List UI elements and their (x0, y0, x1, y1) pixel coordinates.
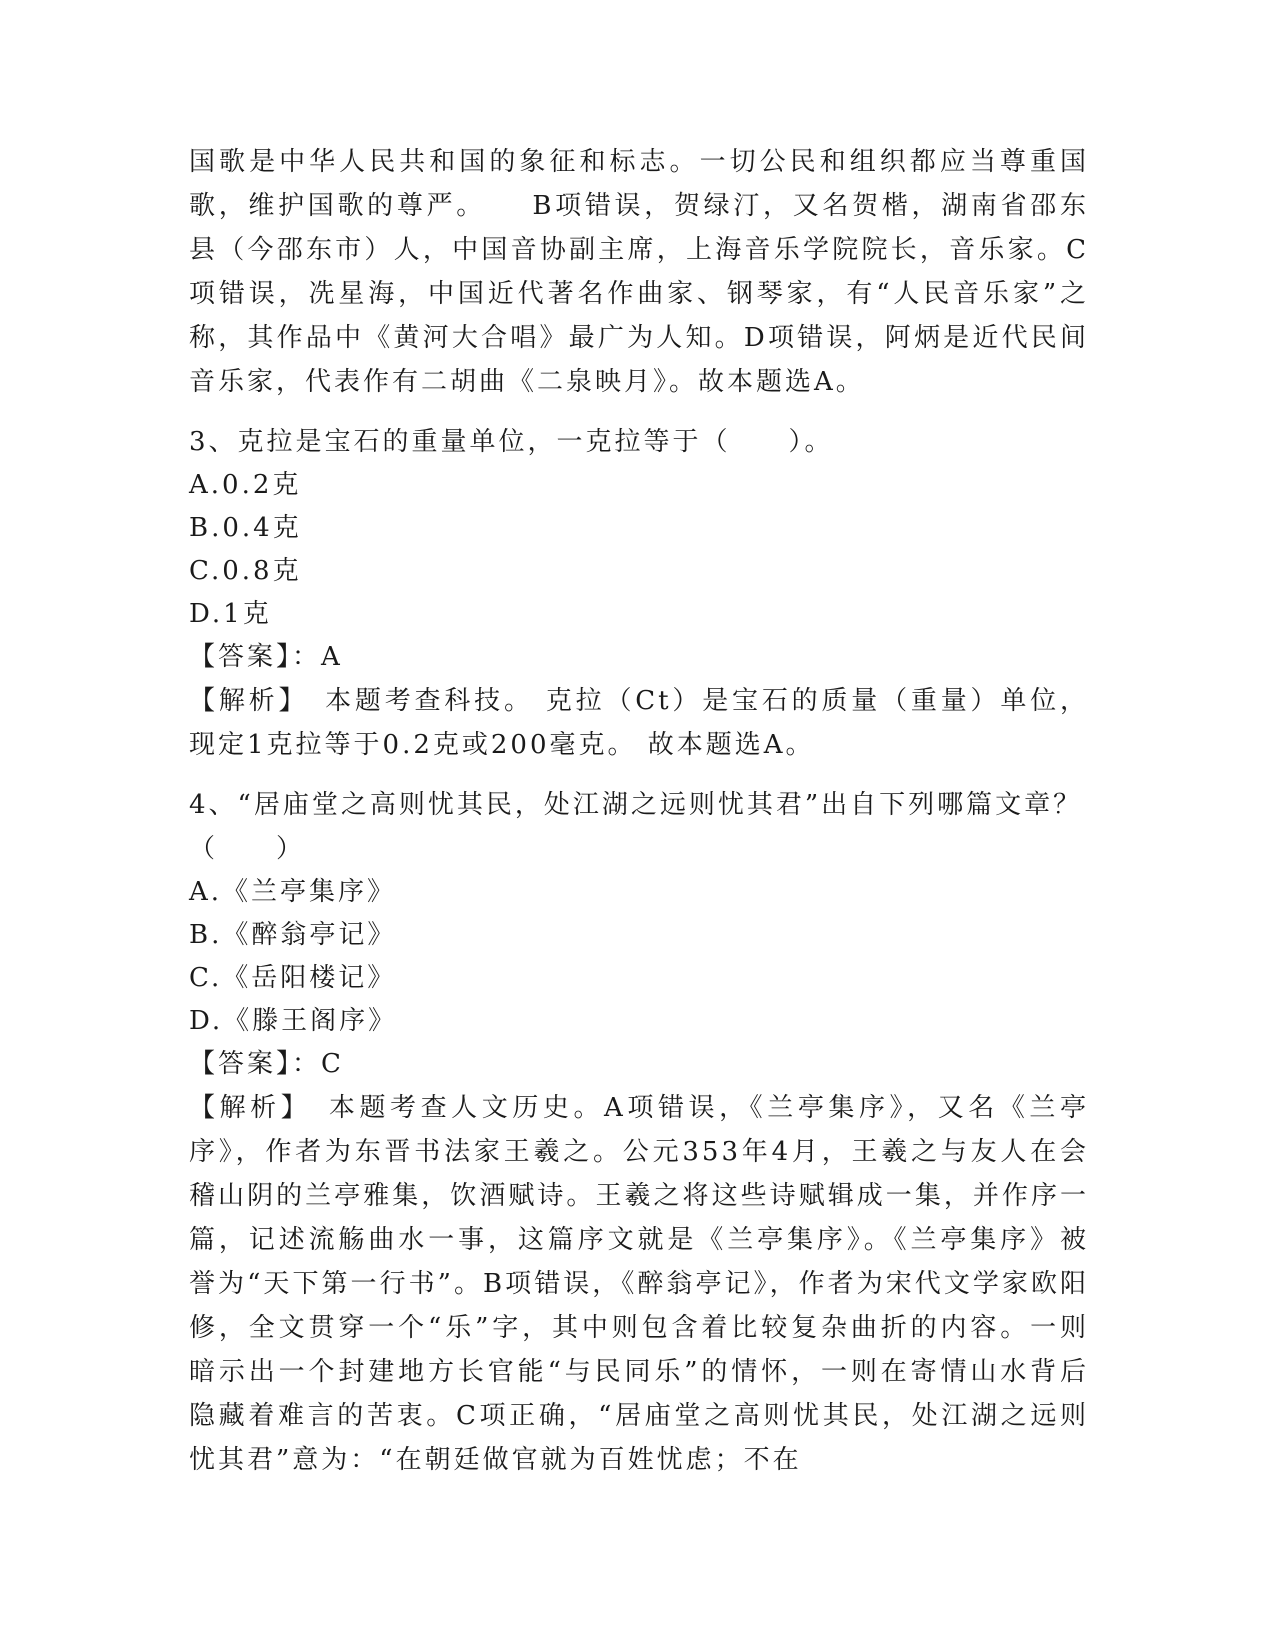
answer: 【答案】：C (189, 1049, 344, 1079)
document-page (189, 140, 1089, 1482)
question-stem: 4、“居庙堂之高则忧其民，处江湖之远则忧其君”出自下列哪篇文章？（ ） (189, 790, 1083, 864)
question-4 (189, 783, 1089, 1482)
option-d: D.1克 (189, 599, 272, 629)
option-a: A.0.2克 (189, 470, 302, 500)
answer: 【答案】：A (189, 642, 343, 672)
option-a: A.《兰亭集序》 (189, 877, 397, 907)
option-c: C.《岳阳楼记》 (189, 963, 397, 993)
analysis: 【解析】 本题考查科技。 克拉（Ct）是宝石的质量（重量）单位，现定1克拉等于0.2克或200毫克。 故本题选A。 (189, 686, 1089, 760)
analysis: 【解析】 本题考查人文历史。A项错误，《兰亭集序》，又名《兰亭序》，作者为东晋书法家王羲之。公元353年4月，王羲之与友人在会稽山阴的兰亭雅集，饮酒赋诗。王羲之将这些诗赋辑成一集，并作序一篇，记述流觞曲水一事，这篇序文就是《兰亭集序》。《兰亭集序》被誉为“天下第一行书”。B项错误，《醉翁亭记》，作者为宋代文学家欧阳修，全文贯穿一个“乐”字，其中则包含着比较复杂曲折的内容。一则暗示出一个封建地方长官能“与民同乐”的情怀，一则在寄情山水背后隐藏着难言的苦衷。C项正确，“居庙堂之高则忧其民，处江湖之远则忧其君”意为：“在朝廷做官就为百姓忧虑；不在 (189, 1093, 1089, 1475)
option-b: B.《醉翁亭记》 (189, 920, 397, 950)
previous-question-explanation: 国歌是中华人民共和国的象征和标志。一切公民和组织都应当尊重国歌，维护国歌的尊严。 B项错误，贺绿汀，又名贺楷，湖南省邵东县（今邵东市）人，中国音协副主席，上海音乐学院院长，音乐家。C项错误，冼星海，中国近代著名作曲家、钢琴家，有“人民音乐家”之称，其作品中《黄河大合唱》最广为人知。D项错误，阿炳是近代民间音乐家，代表作有二胡曲《二泉映月》。故本题选A。 (189, 147, 1089, 397)
question-stem: 3、克拉是宝石的重量单位，一克拉等于（ ）。 (189, 427, 834, 457)
option-b: B.0.4克 (189, 513, 302, 543)
question-3 (189, 420, 1089, 767)
option-c: C.0.8克 (189, 556, 302, 586)
option-d: D.《滕王阁序》 (189, 1006, 398, 1036)
